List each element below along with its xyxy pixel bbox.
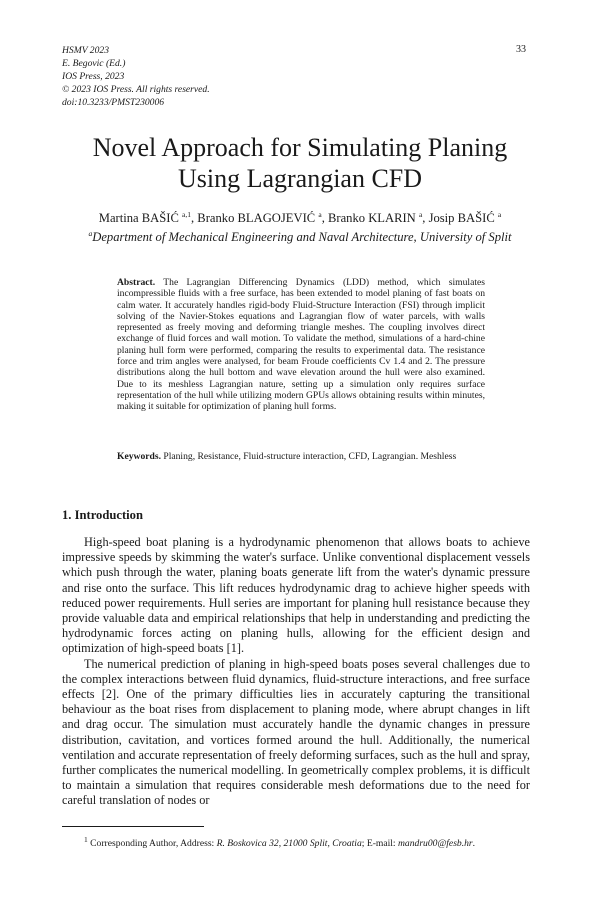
footnote-email: mandru00@fesb.hr (398, 838, 473, 849)
doi-line: doi:10.3233/PMST230006 (62, 97, 165, 108)
footnote-lead: Corresponding Author, Address: (90, 838, 217, 849)
author-affiliation-mark: a (318, 209, 322, 219)
abstract-text: The Lagrangian Differencing Dynamics (LDD) method, which simulates incompressible fluids with a free surface, has been extended to model planing of fast boats on calm water. It accurately handles rigid-body Fluid-Structure Interaction (FSI) through implicit solving of the Navier-Stokes equations and Lagrangian flow of water parcels, with walls represented as freely moving and deforming triangle meshes. The coupling involves direct exchange of fluid forces and wall motion. To validate the method, simulations of a hard-chine planing hull form were performed, comparing the results to experimental data. The resistance force and trim angles were analysed, for beam Froude coefficients Cv 1.4 and 2. The pressure distributions along the hull bottom and wave elevation around the hull were also examined. Due to its meshless Lagrangian nature, setting up a simulation only requires surface representation of the hull while utilizing modern GPUs allows obtaining results within minutes, making it suitable for optimization of planing hull forms. (117, 277, 485, 413)
paper-title (30, 132, 570, 194)
editor-line: E. Begovic (Ed.) (62, 58, 126, 69)
section-heading: 1. Introduction (62, 508, 143, 522)
author-name: Josip BAŠIĆ (428, 211, 495, 225)
author-affiliation-mark: a (497, 209, 502, 219)
author-separator: , (191, 211, 198, 225)
author-name: Branko KLARIN (327, 211, 416, 225)
keywords (117, 451, 485, 462)
keywords-text: Planing, Resistance, Fluid-structure interaction, CFD, Lagrangian. Meshless (163, 451, 457, 462)
publisher-line: IOS Press, 2023 (62, 71, 125, 82)
affiliation-text: Department of Mechanical Engineering and Naval Architecture, University of Split (92, 230, 512, 244)
author-affiliation-mark: a,1 (182, 209, 191, 219)
author-affiliation-mark: a (418, 209, 423, 219)
running-header (62, 44, 210, 109)
footnote (84, 834, 476, 849)
author-list (30, 210, 570, 226)
copyright-line: © 2023 IOS Press. All rights reserved. (62, 84, 210, 95)
page-number: 33 (516, 44, 526, 55)
footnote-end: . (472, 838, 476, 849)
body-paragraph: High-speed boat planing is a hydrodynamic phenomenon that allows boats to achieve impressive speeds by skimming the water's surface. Unlike conventional displacement vessels which push through the water, planing boats generate lift from the water's dynamic pressure and rise onto the surface. This lift reduces hydrodynamic drag to achieve higher speeds with reduced power requirements. Hull series are important for planing hull resistance because they provide valuable data and empirical relationships that help in understanding and predicting the hydrodynamic forces acting on planing hulls, allowing for the efficient design and optimization of high-speed boats [1]. (62, 535, 530, 656)
author-separator: , (422, 211, 429, 225)
body-text (62, 535, 530, 809)
keywords-label: Keywords. (117, 451, 161, 462)
footnote-divider (62, 826, 204, 827)
body-paragraph: The numerical prediction of planing in high-speed boats poses several challenges due to the complex interactions between fluid dynamics, fluid-structure interactions, and free surface effects [2]. One of the primary difficulties lies in accurately capturing the transitional behaviour as the boat rises from displacement to planing mode, where abrupt changes in lift and drag occur. The simulation must accurately handle the dynamic changes in pressure distribution, cavitation, and vortices formed around the hull. Additionally, the numerical ventilation and accurate representation of freely deforming surfaces, such as the hull and spray, further complicates the numerical modelling. In geometrically complex problems, it is difficult to maintain a simulation that requires considerable mesh deformations due to the need for careful translation of nodes or (62, 656, 531, 808)
affiliation-mark: a (88, 228, 93, 238)
title-line-1: Novel Approach for Simulating Planing (92, 133, 508, 162)
affiliation (30, 229, 570, 245)
author-name: Martina BAŠIĆ (98, 211, 179, 225)
footnote-address: R. Boskovica 32, 21000 Split, Croatia (216, 838, 362, 849)
author-name: Branko BLAGOJEVIĆ (197, 211, 316, 225)
abstract-label: Abstract. (117, 277, 156, 288)
author-separator: , (321, 211, 328, 225)
footnote-email-lead: ; E-mail: (361, 838, 398, 849)
title-line-2: Using Lagrangian CFD (177, 164, 423, 193)
journal-name: HSMV 2023 (62, 45, 109, 56)
footnote-marker: 1 (84, 834, 88, 844)
abstract (117, 277, 485, 413)
